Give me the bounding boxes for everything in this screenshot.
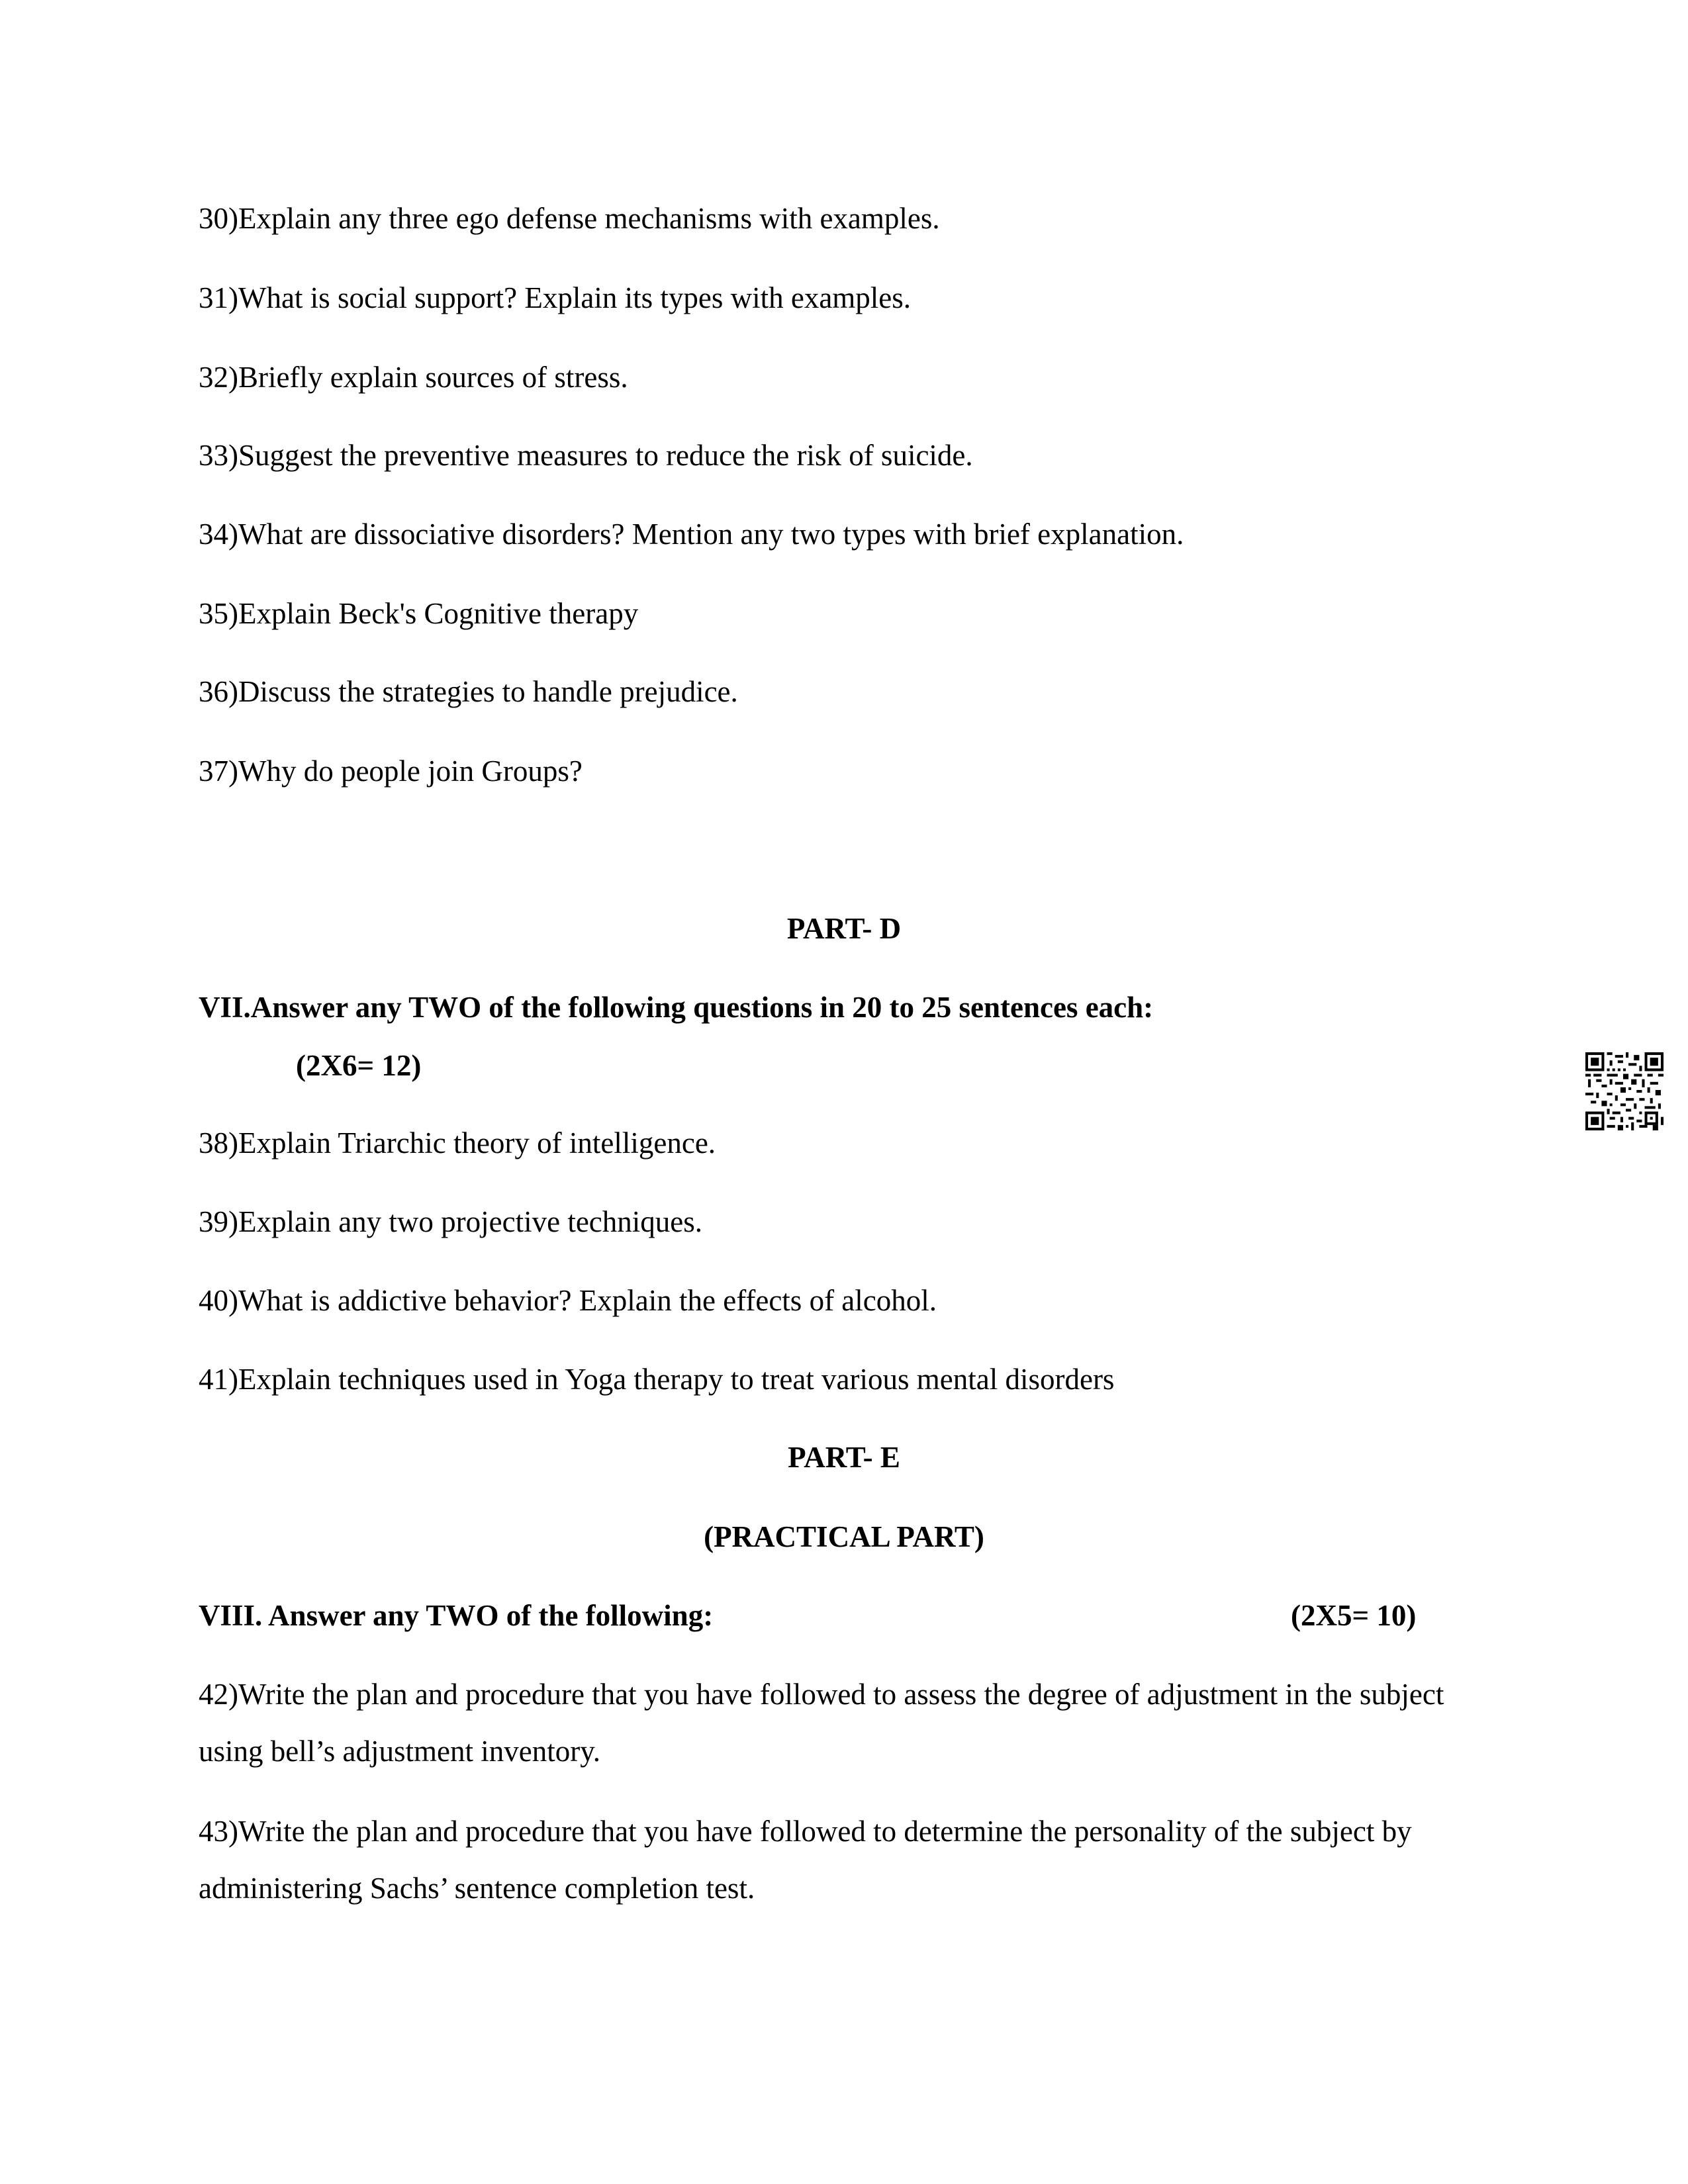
question-38: 38)Explain Triarchic theory of intelligence. <box>199 1126 716 1160</box>
question-34: 34)What are dissociative disorders? Mention any two types with brief explanation. <box>199 518 1184 551</box>
question-40: 40)What is addictive behavior? Explain the effects of alcohol. <box>199 1284 937 1317</box>
question-32: 32)Briefly explain sources of stress. <box>199 361 628 394</box>
question-30: 30)Explain any three ego defense mechanisms with examples. <box>199 202 940 235</box>
question-31: 31)What is social support? Explain its types with examples. <box>199 281 912 314</box>
question-41: 41)Explain techniques used in Yoga therapy to treat various mental disorders <box>199 1363 1115 1396</box>
part-e-subheading: (PRACTICAL PART) <box>704 1520 984 1553</box>
qr-code-icon <box>1585 1052 1664 1130</box>
question-42: 42)Write the plan and procedure that you have followed to assess the degree of adjustment in the subject using bell’s adjustment inventory. <box>199 1678 1444 1768</box>
question-43: 43)Write the plan and procedure that you have followed to determine the personality of the subject by administering Sachs’ sentence completion test. <box>199 1815 1412 1905</box>
part-e-marks: (2X5= 10) <box>1291 1599 1417 1632</box>
part-d-instruction: VII.Answer any TWO of the following questions in 20 to 25 sentences each: <box>199 991 1154 1024</box>
part-d-marks: (2X6= 12) <box>296 1049 422 1082</box>
question-36: 36)Discuss the strategies to handle prejudice. <box>199 675 738 708</box>
part-e-instruction: VIII. Answer any TWO of the following: <box>199 1599 714 1632</box>
question-37: 37)Why do people join Groups? <box>199 754 583 788</box>
question-35: 35)Explain Beck's Cognitive therapy <box>199 597 639 630</box>
part-e-heading: PART- E <box>788 1441 900 1474</box>
question-33: 33)Suggest the preventive measures to reduce the risk of suicide. <box>199 439 973 472</box>
part-d-heading: PART- D <box>786 912 902 945</box>
question-39: 39)Explain any two projective techniques. <box>199 1205 703 1238</box>
